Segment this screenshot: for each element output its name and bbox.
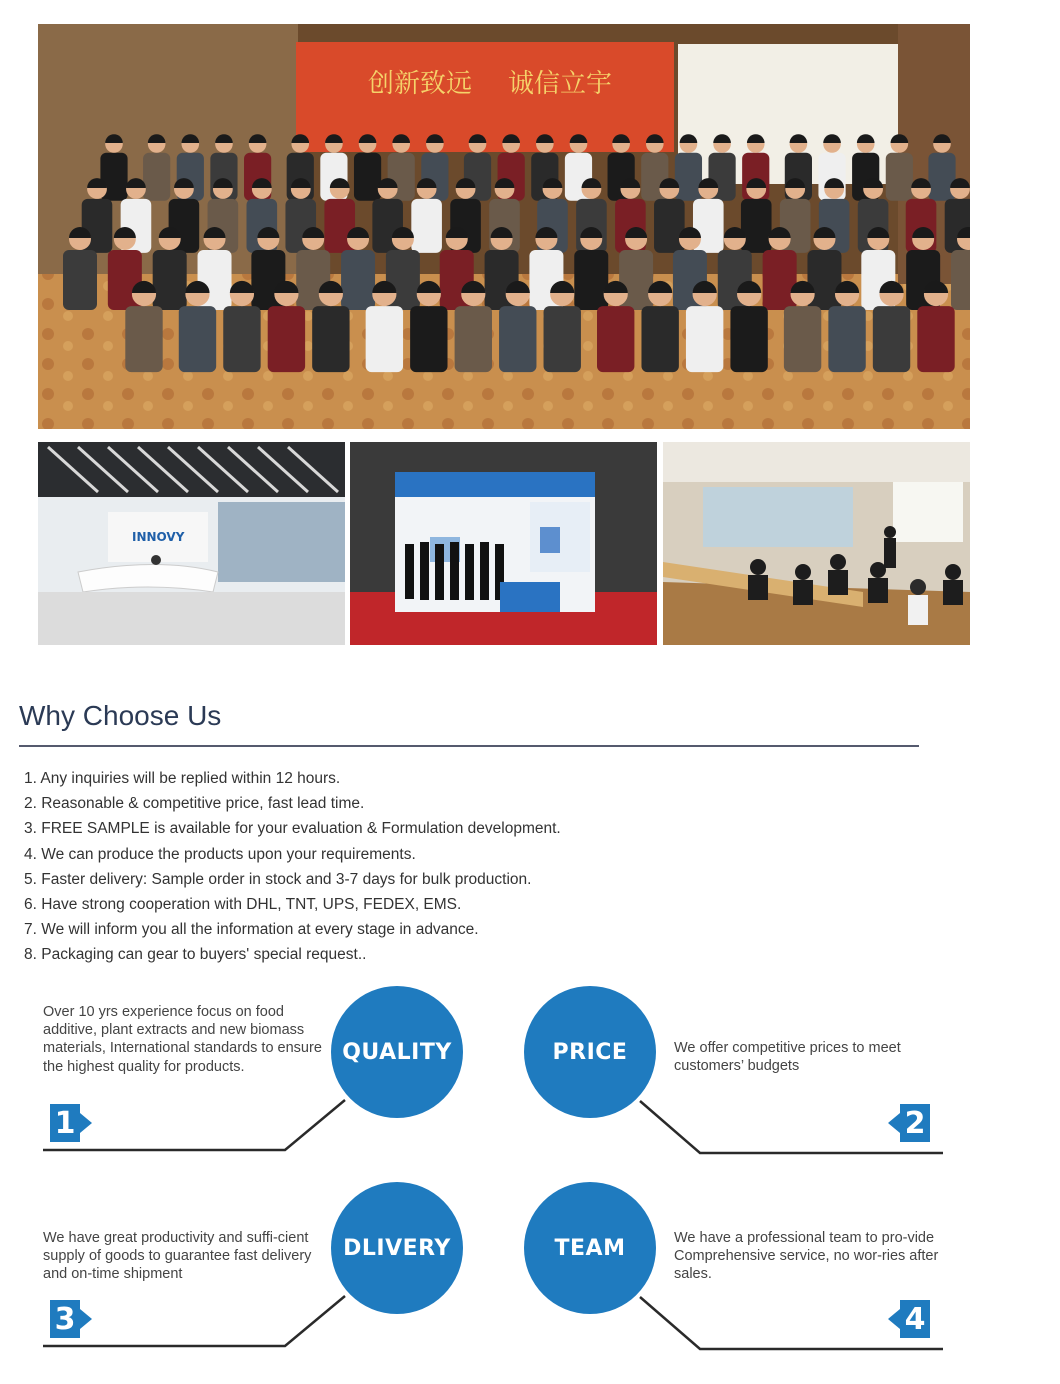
- price-circle: [524, 986, 656, 1118]
- person-body: [125, 306, 162, 372]
- list-item: 7. We will inform you all the information at every stage in advance.: [24, 921, 479, 939]
- number-badge-4: 4: [900, 1300, 930, 1338]
- person-body: [153, 250, 187, 310]
- list-item: 4. We can produce the products upon your requirements.: [24, 845, 416, 863]
- person-body: [143, 153, 170, 201]
- person-body: [784, 306, 821, 372]
- person-body: [63, 250, 97, 310]
- person-body: [223, 306, 260, 372]
- list-item: 2. Reasonable & competitive price, fast lead time.: [24, 795, 365, 813]
- person-body: [917, 306, 954, 372]
- group-photo: [38, 24, 970, 429]
- price-label: PRICE: [552, 1039, 628, 1065]
- person-body: [741, 199, 772, 253]
- person-body: [686, 306, 723, 372]
- team-label: TEAM: [554, 1235, 626, 1261]
- team-description: We have a professional team to pro-vide Comprehensive service, no wor-ries after sales.: [674, 1230, 939, 1283]
- banner-text-left: 创新致远: [368, 69, 473, 99]
- person-body: [312, 306, 349, 372]
- crowd: [63, 134, 970, 372]
- exhibition-booth-photo: [350, 442, 657, 645]
- number-badge-2: 2: [900, 1104, 930, 1142]
- list-item: 6. Have strong cooperation with DHL, TNT, UPS, FEDEX, EMS.: [24, 896, 462, 914]
- price-description: We offer competitive prices to meet customers’ budgets: [674, 1040, 901, 1075]
- person-body: [411, 199, 442, 253]
- person-body: [544, 306, 581, 372]
- person-body: [654, 199, 685, 253]
- person-body: [574, 250, 608, 310]
- person-body: [951, 250, 970, 310]
- person-body: [828, 306, 865, 372]
- person-body: [873, 306, 910, 372]
- seminar-photo: [663, 442, 970, 645]
- list-item: 3. FREE SAMPLE is available for your evaluation & Formulation development.: [24, 820, 561, 838]
- list-item: 5. Faster delivery: Sample order in stock and 3-7 days for bulk production.: [24, 870, 532, 888]
- person-body: [341, 250, 375, 310]
- person-body: [455, 306, 492, 372]
- delivery-label: DLIVERY: [343, 1235, 451, 1261]
- delivery-circle: [331, 1182, 463, 1314]
- number-badge-3: 3: [50, 1300, 80, 1338]
- title-divider: [19, 745, 919, 747]
- person-body: [675, 153, 702, 201]
- quality-circle: [331, 986, 463, 1118]
- person-body: [597, 306, 634, 372]
- lobby-logo-text: INNOVY: [132, 530, 185, 544]
- person-body: [730, 306, 767, 372]
- person-body: [763, 250, 797, 310]
- person-body: [641, 306, 678, 372]
- office-lobby-photo: [38, 442, 345, 645]
- person-body: [886, 153, 913, 201]
- number-badge-1: 1: [50, 1104, 80, 1142]
- team-circle: [524, 1182, 656, 1314]
- person-body: [807, 250, 841, 310]
- reasons-list: [24, 766, 561, 968]
- list-item: 8. Packaging can gear to buyers' special request..: [24, 946, 367, 964]
- person-body: [366, 306, 403, 372]
- quality-description: Over 10 yrs experience focus on food additive, plant extracts and new biomass materials, International standards to ensure the highest quality for products.: [43, 1004, 322, 1075]
- banner-text-right: 诚信立宇: [508, 69, 613, 99]
- person-body: [499, 306, 536, 372]
- why-choose-us-title: Why Choose Us: [19, 700, 222, 731]
- person-body: [410, 306, 447, 372]
- person-body: [179, 306, 216, 372]
- list-item: 1. Any inquiries will be replied within 12 hours.: [24, 770, 341, 787]
- delivery-description: We have great productivity and suffi-cient supply of goods to guarantee fast delivery and on-time shipment: [43, 1230, 312, 1283]
- quality-label: QUALITY: [342, 1039, 452, 1065]
- person-body: [354, 153, 381, 201]
- person-body: [268, 306, 305, 372]
